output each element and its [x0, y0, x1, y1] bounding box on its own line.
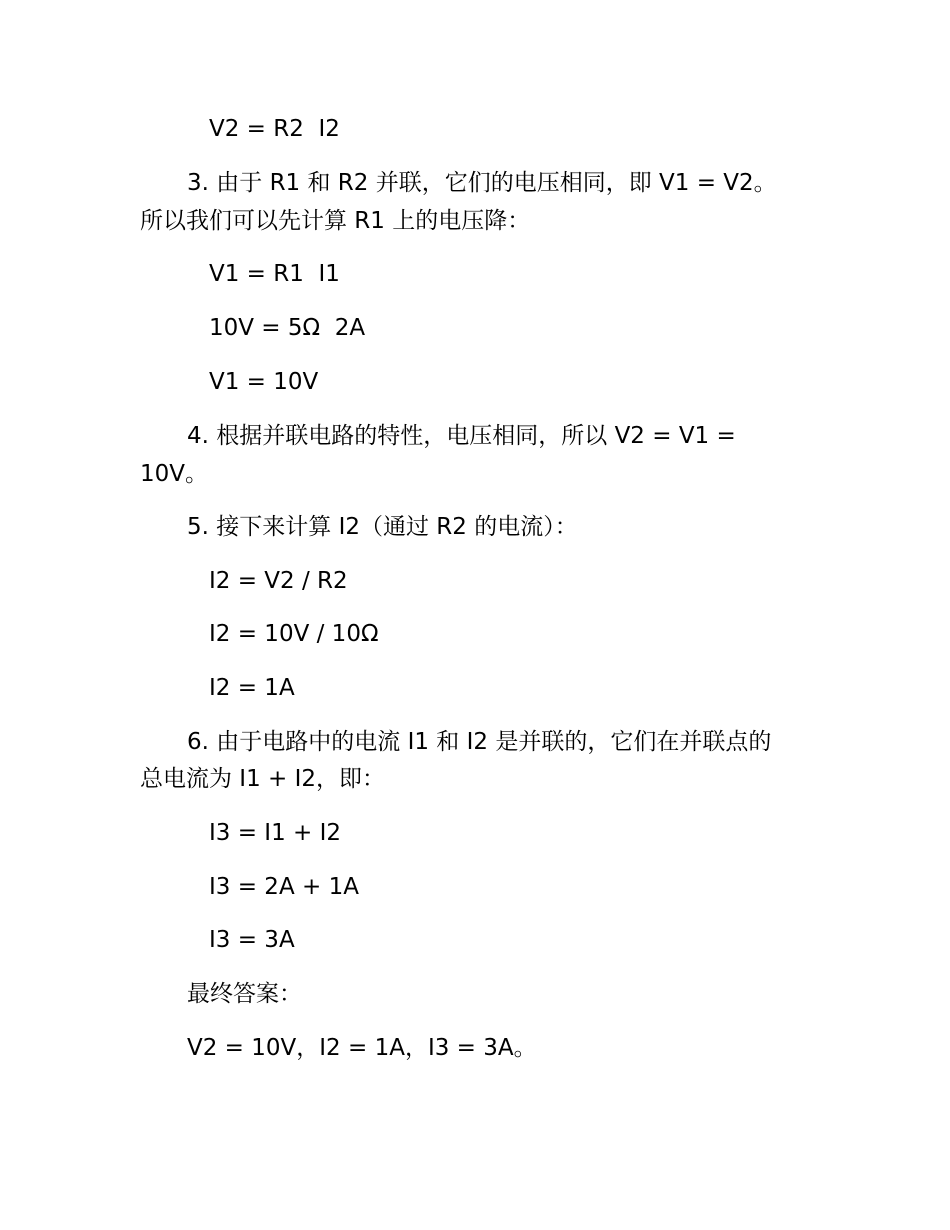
equation-i2-substitution: I2 = 10V / 10Ω [209, 621, 379, 647]
step-3-line-2: 所以我们可以先计算 R1 上的电压降： [140, 208, 531, 234]
final-answer: V2 = 10V，I2 = 1A，I3 = 3A。 [187, 1035, 537, 1061]
step-4-line-1: 4. 根据并联电路的特性，电压相同，所以 V2 = V1 = [187, 423, 736, 449]
equation-i2-result: I2 = 1A [209, 675, 295, 701]
equation-v1-result: V1 = 10V [209, 369, 319, 395]
step-6-line-2: 总电流为 I1 + I2，即： [140, 766, 386, 792]
equation-i3-formula: I3 = I1 + I2 [209, 820, 342, 846]
equation-i3-substitution: I3 = 2A + 1A [209, 874, 359, 900]
equation-i2-formula: I2 = V2 / R2 [209, 568, 348, 594]
equation-v1-substitution: 10V = 5Ω 2A [209, 315, 366, 341]
equation-i3-result: I3 = 3A [209, 927, 295, 953]
step-3-line-1: 3. 由于 R1 和 R2 并联，它们的电压相同，即 V1 = V2。 [187, 170, 777, 196]
equation-v1-formula: V1 = R1 I1 [209, 261, 340, 287]
step-4-line-2: 10V。 [140, 461, 209, 487]
step-5-line: 5. 接下来计算 I2（通过 R2 的电流）： [187, 514, 578, 540]
step-6-line-1: 6. 由于电路中的电流 I1 和 I2 是并联的，它们在并联点的 [187, 729, 772, 755]
equation-v2: V2 = R2 I2 [209, 116, 340, 142]
final-answer-label: 最终答案： [187, 981, 302, 1007]
